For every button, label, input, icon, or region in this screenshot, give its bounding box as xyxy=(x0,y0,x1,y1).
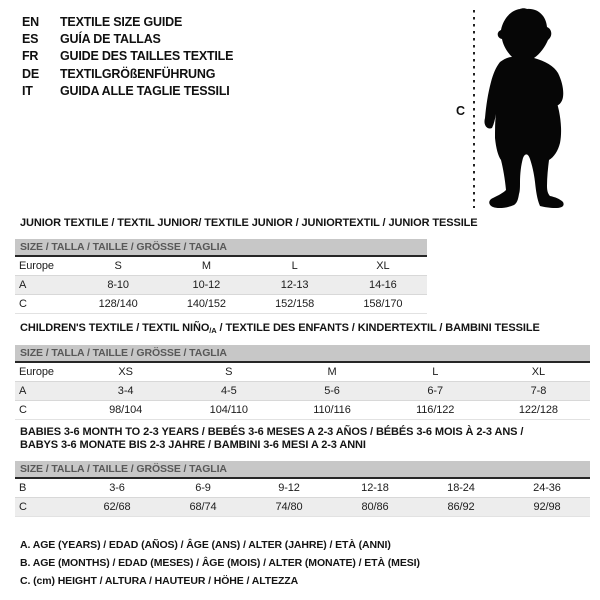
cell-value: 24-36 xyxy=(533,482,561,494)
legend xyxy=(20,536,420,590)
cell-value: 8-10 xyxy=(107,279,129,291)
language-title: GUIDA ALLE TAGLIE TESSILI xyxy=(60,84,230,99)
babies-title-line1: BABIES 3-6 MONTH TO 2-3 YEARS / BEBÉS 3-6 MESES A 2-3 AÑOS / BÉBÉS 3-6 MOIS À 2-3 ANS / xyxy=(20,426,524,438)
cell-value: 122/128 xyxy=(518,404,558,416)
cell-value: 14-16 xyxy=(369,279,397,291)
column-header: M xyxy=(327,366,337,378)
language-code: IT xyxy=(22,84,33,99)
language-list xyxy=(22,13,233,100)
language-row xyxy=(22,13,233,30)
column-header: XS xyxy=(118,366,133,378)
language-title: GUÍA DE TALLAS xyxy=(60,32,161,47)
cell-value: 116/122 xyxy=(416,404,455,416)
row-label: A xyxy=(19,385,27,397)
row-label: B xyxy=(19,482,27,494)
cell-value: 3-4 xyxy=(117,385,134,397)
column-header-row xyxy=(15,257,427,275)
cell-value: 6-7 xyxy=(427,385,444,397)
cell-value: 4-5 xyxy=(221,385,237,397)
children-title-suffix: / TEXTILE DES ENFANTS / KINDERTEXTIL / BAMBINI TESSILE xyxy=(216,322,540,334)
cell-value: 98/104 xyxy=(109,404,143,416)
table-row xyxy=(15,497,590,516)
language-code: ES xyxy=(22,32,39,47)
toddler-silhouette-icon xyxy=(450,2,600,214)
language-row xyxy=(22,30,233,47)
cell-value: 128/140 xyxy=(98,298,138,310)
language-title: GUIDE DES TAILLES TEXTILE xyxy=(60,49,234,64)
cell-value: 7-8 xyxy=(530,385,547,397)
column-header: L xyxy=(432,366,439,378)
cell-value: 68/74 xyxy=(189,501,217,513)
children-title-prefix: CHILDREN'S TEXTILE / TEXTIL NIÑO xyxy=(20,322,210,334)
table-row xyxy=(15,294,427,313)
cell-value: 3-6 xyxy=(109,482,125,494)
cell-value: 92/98 xyxy=(533,501,561,513)
size-header-bar: SIZE / TALLA / TAILLE / GRÖSSE / TAGLIA xyxy=(15,345,590,363)
junior-table xyxy=(15,239,427,314)
cell-value: 74/80 xyxy=(275,501,303,513)
table-row xyxy=(15,275,427,294)
table-row xyxy=(15,400,590,419)
column-header: S xyxy=(225,366,233,378)
cell-value: 140/152 xyxy=(186,298,226,310)
cell-value: 80/86 xyxy=(361,501,389,513)
column-header: Europe xyxy=(19,260,54,272)
junior-table-title: JUNIOR TEXTILE / TEXTIL JUNIOR/ TEXTILE JUNIOR / JUNIORTEXTIL / JUNIOR TESSILE xyxy=(20,217,478,229)
column-header: XL xyxy=(531,366,546,378)
language-row xyxy=(22,48,233,65)
language-title: TEXTILGRÖßENFÜHRUNG xyxy=(60,66,216,81)
language-code: EN xyxy=(22,14,39,29)
language-code: FR xyxy=(22,49,39,64)
table-row xyxy=(15,381,590,400)
cell-value: 18-24 xyxy=(447,482,475,494)
babies-table xyxy=(15,461,590,517)
children-title-subscript: /A xyxy=(209,326,217,335)
cell-value: 152/158 xyxy=(275,298,315,310)
children-table-title xyxy=(20,322,540,337)
legend-line-c: C. (cm) HEIGHT / ALTURA / HAUTEUR / HÖHE / ALTEZZA xyxy=(20,575,299,587)
table-row xyxy=(15,479,590,497)
column-header: M xyxy=(201,260,211,272)
size-header-bar: SIZE / TALLA / TAILLE / GRÖSSE / TAGLIA xyxy=(15,461,590,479)
legend-line-b: B. AGE (MONTHS) / EDAD (MESES) / ÂGE (MOIS) / ALTER (MONATE) / ETÀ (MESI) xyxy=(20,557,420,569)
cell-value: 9-12 xyxy=(278,482,300,494)
row-label: A xyxy=(19,279,27,291)
babies-title-line2: BABYS 3-6 MONATE BIS 2-3 JAHRE / BAMBINI 3-6 MESI A 2-3 ANNI xyxy=(20,439,366,451)
column-header-row xyxy=(15,363,590,381)
language-row xyxy=(22,65,233,82)
column-header: XL xyxy=(376,260,390,272)
size-header-bar: SIZE / TALLA / TAILLE / GRÖSSE / TAGLIA xyxy=(15,239,427,257)
cell-value: 104/110 xyxy=(209,404,248,416)
language-title: TEXTILE SIZE GUIDE xyxy=(60,14,183,29)
height-figure xyxy=(450,2,600,214)
cell-value: 12-13 xyxy=(280,279,309,291)
height-label: C xyxy=(456,104,466,118)
cell-value: 12-18 xyxy=(361,482,389,494)
row-label: C xyxy=(19,298,27,310)
language-code: DE xyxy=(22,66,39,81)
toddler-silhouette xyxy=(484,8,563,208)
children-table xyxy=(15,345,590,420)
column-header: S xyxy=(114,260,122,272)
language-row xyxy=(22,83,233,100)
cell-value: 5-6 xyxy=(324,385,340,397)
cell-value: 6-9 xyxy=(195,482,211,494)
row-label: C xyxy=(19,404,27,416)
cell-value: 86/92 xyxy=(447,501,475,513)
cell-value: 10-12 xyxy=(192,279,221,291)
column-header: Europe xyxy=(19,366,54,378)
row-label: C xyxy=(19,501,27,513)
cell-value: 110/116 xyxy=(313,404,351,416)
column-header: L xyxy=(291,260,298,272)
cell-value: 62/68 xyxy=(103,501,131,513)
legend-line-a: A. AGE (YEARS) / EDAD (AÑOS) / ÂGE (ANS) / ALTER (JAHRE) / ETÀ (ANNI) xyxy=(20,539,391,551)
cell-value: 158/170 xyxy=(363,298,403,310)
babies-table-title xyxy=(20,426,523,452)
